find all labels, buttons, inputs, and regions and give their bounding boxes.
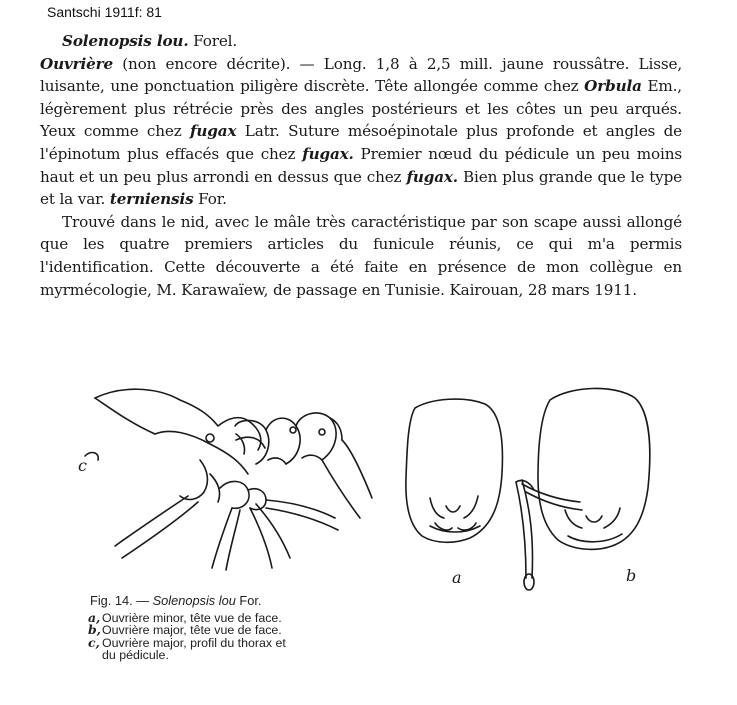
caption-text-c: Ouvrière major, profil du thorax et: [102, 635, 286, 650]
caste-label: Ouvrière: [40, 54, 113, 73]
text-run-6: For.: [198, 190, 227, 209]
variety-terniensis: terniensis: [109, 190, 194, 209]
caption-continuation: du pédicule.: [102, 648, 169, 663]
genus-orbula: Orbula: [584, 77, 642, 96]
description-text: [40, 30, 682, 301]
species-fugax-2: fugax.: [302, 144, 354, 163]
minor-head-drawing: [406, 399, 503, 542]
figure-caption: [88, 595, 348, 662]
caption-text-a: Ouvrière minor, tête vue de face.: [102, 610, 282, 625]
text-run-4: Premier nœud du pédicule un peu moins haut et un peu plus arrondi en dessus que chez: [40, 144, 682, 186]
figure-label-b: b: [626, 566, 637, 585]
caption-title: [88, 595, 348, 608]
caption-text-b: Ouvrière major, tête vue de face.: [102, 623, 282, 638]
paragraph-discovery: Trouvé dans le nid, avec le mâle très caractéristique par son scape aussi allongé que les quatre premiers articles du funicule réunis, ce qui m'a permis l'identification. Cette découverte a été faite en présence de mon collègue en myrmécologie, M. Karawaïew, de passage en Tunisie. Kairouan, 28 mars 1911.: [40, 212, 682, 299]
caption-key-b: b,: [88, 622, 101, 638]
figure-label-c: c: [78, 456, 87, 475]
thorax-profile-drawing: [85, 389, 372, 570]
caption-author: For.: [239, 593, 262, 608]
major-head-drawing: [516, 388, 650, 590]
caption-species: Solenopsis lou: [152, 593, 236, 608]
species-fugax-1: fugax: [190, 122, 237, 141]
caption-key-a: a,: [88, 609, 101, 625]
caption-item-b: [88, 624, 348, 637]
figure-label-a: a: [452, 568, 462, 587]
text-run-5: Bien plus grande que le type et la var.: [40, 167, 683, 209]
page-header-citation: Santschi 1911f: 81: [47, 4, 162, 20]
text-run-2: Em., légèrement plus rétrécie près des angles postérieurs et les côtes un peu arqués. Yeux comme chez: [40, 77, 682, 141]
text-run-3: Latr. Suture mésoépinotale plus profonde et angles de l'épinotum plus effacés que chez: [40, 122, 682, 163]
species-name: Solenopsis lou.: [62, 32, 189, 50]
species-author: Forel.: [193, 32, 238, 50]
caption-figure-number: Fig. 14. —: [90, 593, 150, 608]
figure-illustrations: [60, 378, 700, 593]
species-fugax-3: fugax.: [406, 167, 458, 186]
caption-key-c: c,: [88, 634, 100, 650]
ant-drawings: [60, 378, 700, 593]
paragraph-description: [40, 30, 682, 211]
text-run-1: (non encore décrite). — Long. 1,8 à 2,5 mill. jaune roussâtre. Lisse, luisante, une ponctuation piligère discrète. Tête allongée comme chez: [40, 54, 683, 96]
